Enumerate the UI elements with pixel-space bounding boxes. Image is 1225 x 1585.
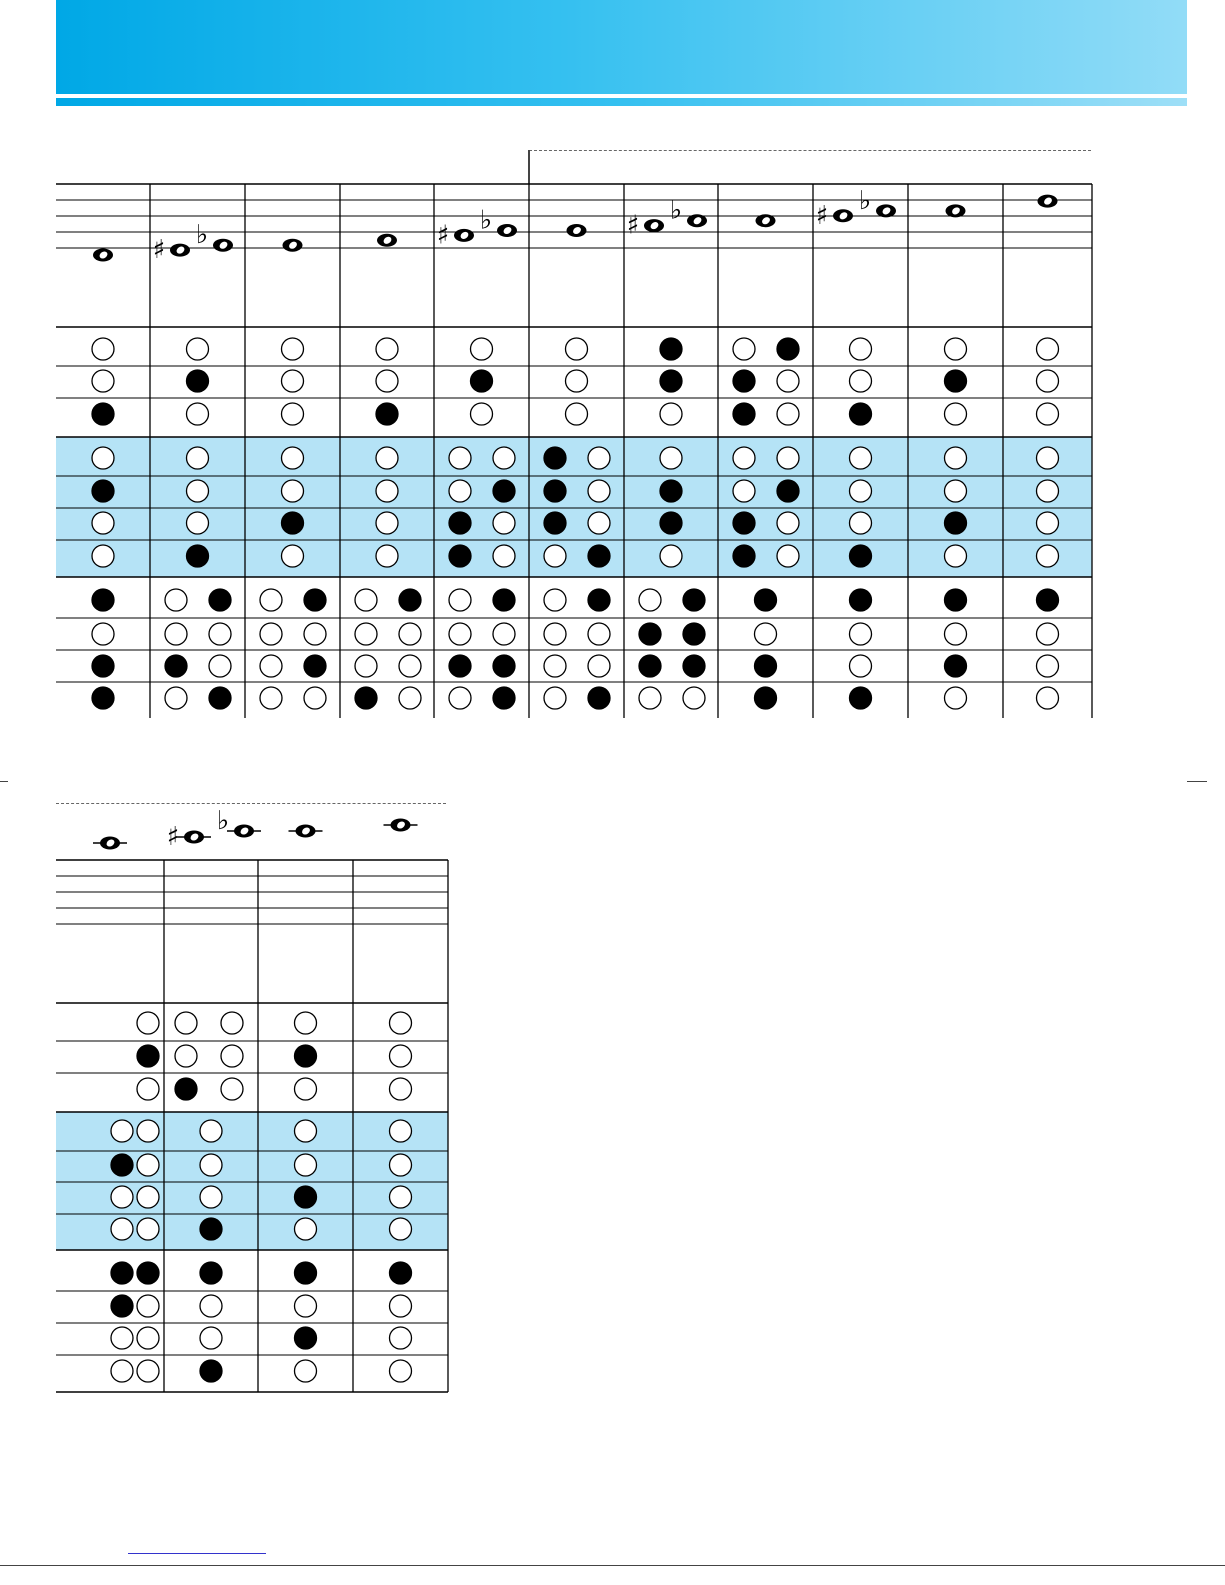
upper-flat-symbol: ♭ [195, 220, 209, 251]
lower-closed-hole [295, 1327, 317, 1349]
upper-open-hole [639, 589, 661, 611]
lower-open-hole [295, 1154, 317, 1176]
upper-closed-hole [660, 338, 682, 360]
footer-rule [0, 1565, 1225, 1566]
upper-closed-hole [588, 589, 610, 611]
upper-open-hole [660, 403, 682, 425]
upper-open-hole [945, 545, 967, 567]
lower-open-hole [295, 1218, 317, 1240]
upper-open-hole [945, 447, 967, 469]
lower-open-hole [200, 1295, 222, 1317]
upper-open-hole [850, 480, 872, 502]
upper-open-hole [355, 655, 377, 677]
upper-closed-hole [683, 655, 705, 677]
lower-open-hole [200, 1154, 222, 1176]
upper-open-hole [777, 512, 799, 534]
upper-closed-hole [660, 512, 682, 534]
upper-closed-hole [449, 655, 471, 677]
upper-open-hole [304, 623, 326, 645]
upper-open-hole [588, 655, 610, 677]
upper-open-hole [92, 512, 114, 534]
upper-open-hole [777, 545, 799, 567]
lower-closed-hole [295, 1262, 317, 1284]
upper-closed-hole [639, 655, 661, 677]
upper-open-hole [777, 447, 799, 469]
upper-open-hole [260, 623, 282, 645]
upper-open-hole [683, 687, 705, 709]
lower-flat-symbol: ♭ [216, 806, 230, 836]
upper-closed-hole [755, 687, 777, 709]
lower-open-hole [111, 1327, 133, 1349]
upper-closed-hole [945, 512, 967, 534]
upper-open-hole [588, 512, 610, 534]
upper-closed-hole [449, 512, 471, 534]
upper-closed-hole [187, 370, 209, 392]
upper-closed-hole [493, 655, 515, 677]
upper-flat-symbol: ♭ [479, 205, 493, 236]
upper-open-hole [209, 655, 231, 677]
upper-closed-hole [850, 403, 872, 425]
upper-open-hole [399, 623, 421, 645]
upper-closed-hole [733, 403, 755, 425]
upper-sharp-symbol: ♯ [626, 210, 640, 241]
upper-open-hole [471, 338, 493, 360]
lower-open-hole [295, 1295, 317, 1317]
upper-open-hole [355, 623, 377, 645]
lower-closed-hole [200, 1262, 222, 1284]
upper-open-hole [493, 545, 515, 567]
upper-closed-hole [777, 338, 799, 360]
upper-closed-hole [683, 623, 705, 645]
lower-open-hole [137, 1327, 159, 1349]
upper-open-hole [1037, 623, 1059, 645]
upper-closed-hole [304, 589, 326, 611]
upper-fingering-chart [0, 0, 1225, 760]
upper-closed-hole [449, 545, 471, 567]
upper-open-hole [660, 545, 682, 567]
upper-closed-hole [544, 447, 566, 469]
upper-closed-hole [588, 687, 610, 709]
lower-closed-hole [137, 1045, 159, 1067]
upper-closed-hole [165, 655, 187, 677]
lower-open-hole [137, 1120, 159, 1142]
upper-open-hole [493, 623, 515, 645]
upper-open-hole [282, 447, 304, 469]
upper-open-hole [449, 687, 471, 709]
lower-closed-hole [295, 1045, 317, 1067]
upper-closed-hole [945, 370, 967, 392]
upper-closed-hole [544, 512, 566, 534]
upper-open-hole [1037, 545, 1059, 567]
upper-open-hole [260, 589, 282, 611]
upper-closed-hole [493, 589, 515, 611]
upper-open-hole [1037, 403, 1059, 425]
upper-open-hole [449, 480, 471, 502]
upper-closed-hole [92, 655, 114, 677]
upper-closed-hole [493, 687, 515, 709]
upper-open-hole [566, 370, 588, 392]
upper-open-hole [1037, 480, 1059, 502]
lower-open-hole [200, 1120, 222, 1142]
lower-open-hole [390, 1045, 412, 1067]
upper-open-hole [399, 687, 421, 709]
upper-open-hole [733, 447, 755, 469]
upper-open-hole [449, 589, 471, 611]
upper-band-1 [56, 437, 1092, 577]
upper-open-hole [92, 338, 114, 360]
lower-open-hole [175, 1012, 197, 1034]
upper-open-hole [282, 480, 304, 502]
upper-closed-hole [187, 545, 209, 567]
upper-open-hole [945, 403, 967, 425]
upper-open-hole [187, 480, 209, 502]
upper-open-hole [493, 447, 515, 469]
upper-open-hole [850, 370, 872, 392]
upper-open-hole [544, 655, 566, 677]
upper-open-hole [187, 447, 209, 469]
lower-fingering-chart [0, 760, 1225, 1420]
upper-open-hole [945, 480, 967, 502]
lower-open-hole [390, 1327, 412, 1349]
lower-closed-hole [200, 1218, 222, 1240]
lower-open-hole [137, 1295, 159, 1317]
lower-closed-hole [111, 1295, 133, 1317]
lower-open-hole [295, 1360, 317, 1382]
upper-closed-hole [376, 403, 398, 425]
upper-open-hole [355, 589, 377, 611]
upper-open-hole [209, 623, 231, 645]
lower-open-hole [390, 1078, 412, 1100]
lower-open-hole [390, 1360, 412, 1382]
lower-open-hole [295, 1012, 317, 1034]
upper-closed-hole [282, 512, 304, 534]
upper-closed-hole [92, 480, 114, 502]
lower-open-hole [111, 1120, 133, 1142]
upper-open-hole [282, 403, 304, 425]
upper-open-hole [187, 403, 209, 425]
upper-open-hole [376, 447, 398, 469]
lower-open-hole [137, 1154, 159, 1176]
upper-closed-hole [850, 589, 872, 611]
lower-open-hole [175, 1045, 197, 1067]
lower-open-hole [390, 1154, 412, 1176]
upper-open-hole [187, 338, 209, 360]
lower-open-hole [390, 1120, 412, 1142]
upper-open-hole [165, 589, 187, 611]
lower-closed-hole [137, 1262, 159, 1284]
upper-open-hole [850, 623, 872, 645]
upper-open-hole [945, 623, 967, 645]
lower-open-hole [295, 1120, 317, 1142]
upper-closed-hole [639, 623, 661, 645]
upper-open-hole [282, 545, 304, 567]
lower-closed-hole [111, 1154, 133, 1176]
upper-closed-hole [850, 687, 872, 709]
upper-open-hole [165, 623, 187, 645]
upper-open-hole [92, 447, 114, 469]
upper-closed-hole [755, 589, 777, 611]
upper-open-hole [639, 687, 661, 709]
lower-open-hole [221, 1078, 243, 1100]
upper-open-hole [376, 370, 398, 392]
upper-closed-hole [683, 589, 705, 611]
lower-open-hole [221, 1045, 243, 1067]
upper-open-hole [566, 403, 588, 425]
upper-closed-hole [588, 545, 610, 567]
upper-open-hole [1037, 655, 1059, 677]
lower-open-hole [390, 1218, 412, 1240]
upper-open-hole [165, 687, 187, 709]
upper-open-hole [733, 338, 755, 360]
upper-closed-hole [209, 589, 231, 611]
lower-open-hole [200, 1327, 222, 1349]
upper-open-hole [755, 623, 777, 645]
lower-closed-hole [111, 1262, 133, 1284]
upper-closed-hole [733, 512, 755, 534]
upper-sharp-symbol: ♯ [436, 220, 450, 251]
lower-open-hole [295, 1078, 317, 1100]
upper-closed-hole [777, 480, 799, 502]
upper-open-hole [449, 447, 471, 469]
upper-open-hole [399, 655, 421, 677]
upper-closed-hole [544, 480, 566, 502]
upper-closed-hole [304, 655, 326, 677]
upper-closed-hole [850, 545, 872, 567]
lower-closed-hole [295, 1186, 317, 1208]
upper-sharp-symbol: ♯ [152, 235, 166, 266]
upper-closed-hole [755, 655, 777, 677]
upper-closed-hole [945, 589, 967, 611]
upper-sharp-symbol: ♯ [815, 200, 829, 231]
upper-closed-hole [660, 480, 682, 502]
upper-open-hole [282, 370, 304, 392]
upper-open-hole [588, 480, 610, 502]
upper-closed-hole [945, 655, 967, 677]
upper-open-hole [544, 589, 566, 611]
upper-open-hole [544, 623, 566, 645]
upper-open-hole [850, 512, 872, 534]
upper-open-hole [376, 338, 398, 360]
lower-open-hole [137, 1012, 159, 1034]
upper-closed-hole [209, 687, 231, 709]
upper-open-hole [1037, 512, 1059, 534]
lower-open-hole [137, 1218, 159, 1240]
upper-closed-hole [471, 370, 493, 392]
upper-closed-hole [92, 403, 114, 425]
upper-open-hole [1037, 338, 1059, 360]
lower-open-hole [111, 1360, 133, 1382]
lower-closed-hole [175, 1078, 197, 1100]
upper-open-hole [566, 338, 588, 360]
upper-open-hole [850, 655, 872, 677]
lower-closed-hole [390, 1262, 412, 1284]
upper-open-hole [493, 512, 515, 534]
upper-flat-symbol: ♭ [669, 195, 683, 226]
upper-open-hole [588, 447, 610, 469]
upper-closed-hole [1037, 589, 1059, 611]
upper-closed-hole [660, 370, 682, 392]
upper-open-hole [733, 480, 755, 502]
upper-open-hole [945, 687, 967, 709]
upper-open-hole [850, 338, 872, 360]
lower-open-hole [137, 1360, 159, 1382]
lower-open-hole [390, 1186, 412, 1208]
lower-open-hole [221, 1012, 243, 1034]
upper-open-hole [544, 687, 566, 709]
upper-open-hole [850, 447, 872, 469]
upper-open-hole [544, 545, 566, 567]
upper-open-hole [282, 338, 304, 360]
upper-closed-hole [493, 480, 515, 502]
upper-open-hole [92, 545, 114, 567]
lower-open-hole [200, 1186, 222, 1208]
upper-open-hole [187, 512, 209, 534]
upper-open-hole [92, 370, 114, 392]
upper-open-hole [471, 403, 493, 425]
upper-open-hole [376, 480, 398, 502]
upper-open-hole [260, 655, 282, 677]
lower-open-hole [137, 1078, 159, 1100]
lower-open-hole [137, 1186, 159, 1208]
upper-open-hole [376, 512, 398, 534]
upper-open-hole [945, 338, 967, 360]
upper-open-hole [1037, 370, 1059, 392]
lower-open-hole [111, 1186, 133, 1208]
upper-open-hole [1037, 687, 1059, 709]
upper-open-hole [376, 545, 398, 567]
upper-flat-symbol: ♭ [858, 185, 872, 216]
upper-open-hole [1037, 447, 1059, 469]
upper-open-hole [660, 447, 682, 469]
lower-open-hole [111, 1218, 133, 1240]
lower-sharp-symbol: ♯ [166, 822, 180, 852]
upper-closed-hole [733, 545, 755, 567]
upper-closed-hole [355, 687, 377, 709]
lower-open-hole [390, 1295, 412, 1317]
upper-closed-hole [733, 370, 755, 392]
upper-open-hole [304, 687, 326, 709]
upper-open-hole [777, 403, 799, 425]
upper-closed-hole [92, 589, 114, 611]
upper-open-hole [588, 623, 610, 645]
lower-closed-hole [200, 1360, 222, 1382]
upper-closed-hole [399, 589, 421, 611]
upper-open-hole [260, 687, 282, 709]
upper-open-hole [92, 623, 114, 645]
lower-open-hole [390, 1012, 412, 1034]
upper-closed-hole [92, 687, 114, 709]
upper-open-hole [777, 370, 799, 392]
footer-link-rule [128, 1553, 266, 1554]
upper-open-hole [449, 623, 471, 645]
